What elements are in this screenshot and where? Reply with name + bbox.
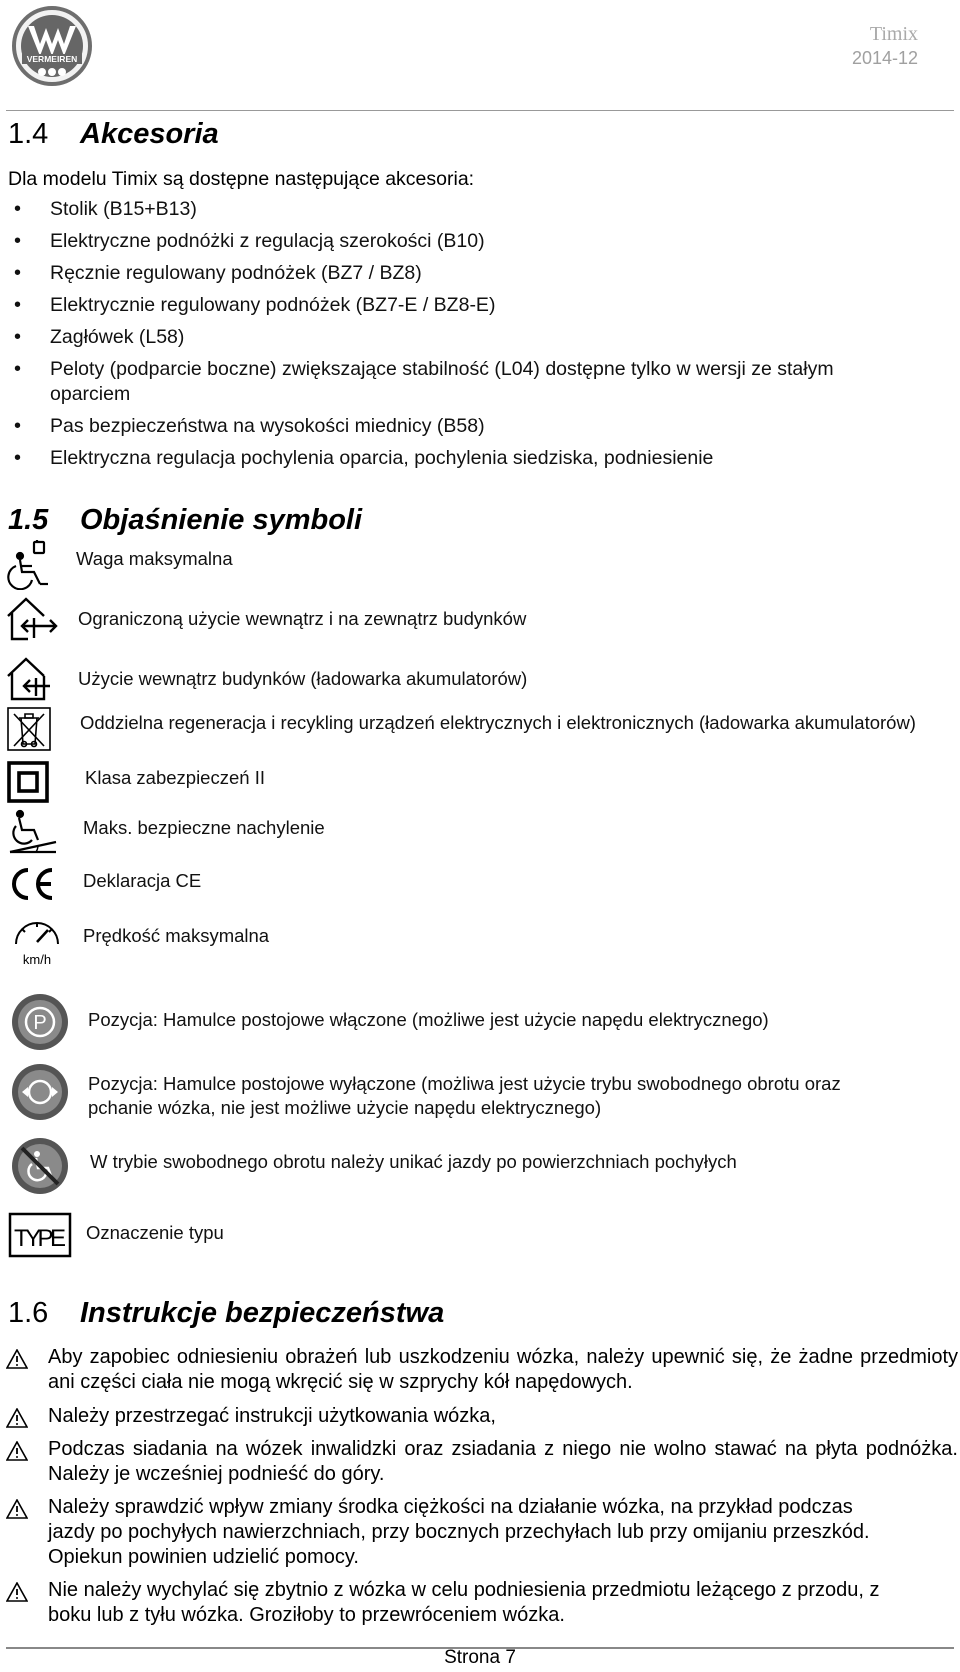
symbol-text: W trybie swobodnego obrotu należy unikać jazdy po powierzchniach pochyłych xyxy=(90,1151,737,1172)
max-weight-icon xyxy=(6,540,56,595)
svg-text:TYPE: TYPE xyxy=(14,1225,66,1252)
warning-icon xyxy=(6,1582,28,1602)
symbol-text: Oddzielna regeneracja i recykling urządzeń elektrycznych i elektronicznych (ładowarka akumulatorów) xyxy=(80,712,916,733)
section-heading: Akcesoria xyxy=(80,118,219,150)
list-item: • Elektryczna regulacja pochylenia oparcia, pochylenia siedziska, podniesienie xyxy=(10,446,950,471)
svg-text:P: P xyxy=(33,1012,47,1034)
speedometer-icon xyxy=(12,914,62,971)
max-slope-icon xyxy=(6,808,58,859)
list-item: • Pas bezpieczeństwa na wysokości miednicy (B58) xyxy=(10,414,950,439)
header-divider xyxy=(6,110,954,111)
list-item: • Stolik (B15+B13) xyxy=(10,197,950,222)
list-item: • Zagłówek (L58) xyxy=(10,325,950,350)
safety-text: Należy sprawdzić wpływ zmiany środka ciężkości na działanie wózka, na przykład podczas jazdy po pochyłych nawierzchniach, przy bocznych przechyłach lub przy omijaniu przeszkód. Opiekun powinien udzielić pomocy. xyxy=(48,1496,870,1568)
symbol-text: Deklaracja CE xyxy=(83,870,202,891)
indoor-icon xyxy=(6,656,60,707)
class-ii-icon xyxy=(6,760,50,809)
header-product: Timix xyxy=(869,23,918,45)
section-safety-title xyxy=(8,1297,444,1330)
header-date: 2014-12 xyxy=(851,48,918,68)
section-symbols-title xyxy=(8,504,362,537)
vermeiren-logo xyxy=(10,4,94,88)
section-number: 1.5 xyxy=(8,504,49,536)
weee-bin-icon xyxy=(6,706,52,757)
safety-text: Podczas siadania na wózek inwalidzki oraz zsiadania z niego nie wolno stawać na płyta podnóżka. Należy je wcześniej podnieść do góry. xyxy=(48,1438,958,1485)
symbol-text: Ograniczoną użycie wewnątrz i na zewnątrz budynków xyxy=(78,608,527,629)
section-accessories-title xyxy=(8,118,219,151)
section-number: 1.6 xyxy=(8,1297,49,1329)
symbol-text: Oznaczenie typu xyxy=(86,1222,224,1243)
ce-mark-icon xyxy=(8,866,56,907)
no-slope-freewheel-icon xyxy=(10,1136,70,1201)
symbol-text: Pozycja: Hamulce postojowe wyłączone (możliwa jest użycie trybu swobodnego obrotu oraz pchanie wózka, nie jest możliwe użycie napędu elektrycznego) xyxy=(88,1073,841,1118)
symbol-text: Maks. bezpieczne nachylenie xyxy=(83,817,325,838)
type-label-icon xyxy=(8,1212,72,1263)
safety-text: Należy przestrzegać instrukcji użytkowania wózka, xyxy=(48,1405,496,1427)
section-heading: Objaśnienie symboli xyxy=(80,504,363,536)
warning-icon xyxy=(6,1349,28,1369)
warning-icon xyxy=(6,1499,28,1519)
page-number: Strona 7 xyxy=(444,1647,516,1668)
list-item: • Elektrycznie regulowany podnóżek (BZ7-E / BZ8-E) xyxy=(10,293,950,318)
safety-text: Aby zapobiec odniesieniu obrażeń lub uszkodzeniu wózka, należy upewnić się, że żadne przedmioty ani części ciała nie mogą wkręcić się w szprychy kół napędowych. xyxy=(48,1346,958,1393)
symbol-text: Waga maksymalna xyxy=(76,548,233,569)
symbol-text: Prędkość maksymalna xyxy=(83,925,270,946)
warning-icon xyxy=(6,1441,28,1461)
symbol-text: Pozycja: Hamulce postojowe włączone (możliwe jest użycie napędu elektrycznego) xyxy=(88,1009,769,1030)
warning-icon xyxy=(6,1408,28,1428)
section-heading: Instrukcje bezpieczeństwa xyxy=(80,1297,445,1329)
symbol-text: Użycie wewnątrz budynków (ładowarka akumulatorów) xyxy=(78,668,528,689)
section-number: 1.4 xyxy=(8,118,49,150)
symbol-text: Klasa zabezpieczeń II xyxy=(85,767,265,788)
header-info xyxy=(852,22,918,70)
parking-brake-off-icon xyxy=(10,1062,70,1127)
list-item: • Elektryczne podnóżki z regulacją szerokości (B10) xyxy=(10,229,950,254)
accessories-intro: Dla modelu Timix są dostępne następujące akcesoria: xyxy=(8,168,475,190)
safety-text: Nie należy wychylać się zbytnio z wózka w celu podniesienia przedmiotu leżącego z przodu, z boku lub z tyłu wózka. Groziłoby to przewróceniem wózka. xyxy=(48,1579,880,1626)
indoor-outdoor-icon xyxy=(6,596,60,647)
list-item: • Ręcznie regulowany podnóżek (BZ7 / BZ8) xyxy=(10,261,950,286)
svg-text:VERMEIREN: VERMEIREN xyxy=(26,54,78,64)
list-item: • Peloty (podparcie boczne) zwiększające stabilność (L04) dostępne tylko w wersji ze stałym oparciem xyxy=(10,357,850,407)
parking-brake-on-icon xyxy=(10,992,70,1057)
accessories-list xyxy=(10,197,950,478)
svg-text:km/h: km/h xyxy=(22,952,52,966)
